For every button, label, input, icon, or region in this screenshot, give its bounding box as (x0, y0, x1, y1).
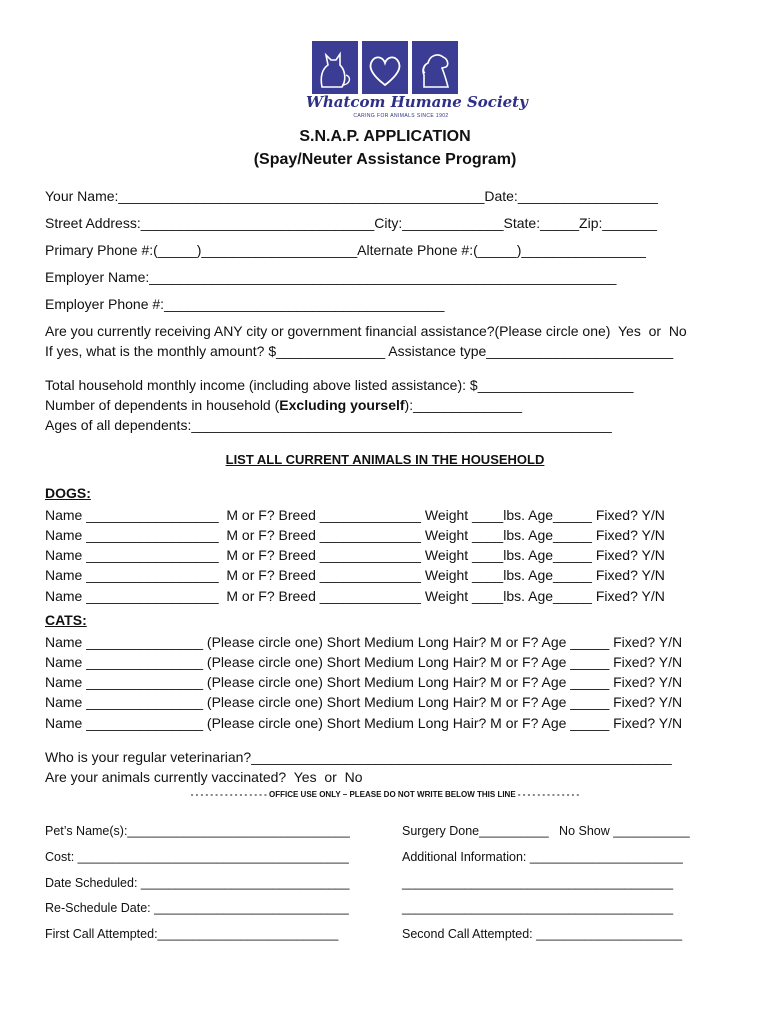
dependents-line[interactable] (45, 396, 522, 414)
whatcom-humane-society-logo (306, 41, 528, 125)
dog-row[interactable]: Name _________________ M or F? Breed _____________ Weight ____lbs. Age_____ Fixed? Y/N (45, 547, 665, 563)
phone-line[interactable]: Primary Phone #:(_____)____________________Alternate Phone #:(_____)________________ (45, 242, 646, 258)
cat-row[interactable]: Name _______________ (Please circle one) Short Medium Long Hair? M or F? Age _____ Fixed? Y/N (45, 654, 683, 670)
office-pets-name[interactable]: Pet’s Name(s):________________________________ (45, 824, 350, 838)
veterinarian-line[interactable]: Who is your regular veterinarian?______________________________________________________ (45, 749, 672, 765)
office-surgery-no-show[interactable]: Surgery Done__________ No Show ___________ (402, 824, 690, 838)
office-additional-info-line[interactable]: _______________________________________ (402, 901, 674, 915)
office-date-scheduled[interactable]: Date Scheduled: ______________________________ (45, 876, 350, 890)
address-line[interactable]: Street Address:______________________________City:_____________State:_____Zip:_______ (45, 215, 657, 231)
employer-phone-line[interactable]: Employer Phone #:____________________________________ (45, 296, 445, 312)
vaccinated-question[interactable]: Are your animals currently vaccinated? Yes or No (45, 769, 363, 785)
excluding-yourself-label: Excluding yourself (279, 397, 405, 413)
office-cost[interactable]: Cost: _______________________________________ (45, 850, 349, 864)
dependents-ages-line[interactable]: Ages of all dependents:______________________________________________________ (45, 417, 612, 433)
household-income-line[interactable]: Total household monthly income (including above listed assistance): $____________________ (45, 377, 634, 393)
dependents-label: Number of dependents in household ( (45, 397, 280, 413)
office-use-divider: - - - - - - - - - - - - - - - - OFFICE USE ONLY – PLEASE DO NOT WRITE BELOW THIS LINE - - - - - - - - - - - - - (190, 790, 580, 799)
form-title: S.N.A.P. APPLICATION (299, 128, 471, 145)
office-additional-info[interactable]: Additional Information: ______________________ (402, 850, 683, 864)
employer-name-line[interactable]: Employer Name:____________________________________________________________ (45, 269, 617, 285)
office-additional-info-line[interactable]: _______________________________________ (402, 876, 674, 890)
cat-row[interactable]: Name _______________ (Please circle one) Short Medium Long Hair? M or F? Age _____ Fixed? Y/N (45, 634, 683, 650)
cats-section-label: CATS: (45, 612, 87, 628)
your-name-date-line[interactable]: Your Name:_______________________________________________Date:__________________ (45, 188, 658, 204)
assistance-amount-line[interactable]: If yes, what is the monthly amount? $______________ Assistance type________________________ (45, 343, 674, 359)
cat-row[interactable]: Name _______________ (Please circle one) Short Medium Long Hair? M or F? Age _____ Fixed? Y/N (45, 694, 683, 710)
dog-row[interactable]: Name _________________ M or F? Breed _____________ Weight ____lbs. Age_____ Fixed? Y/N (45, 507, 665, 523)
cat-row[interactable]: Name _______________ (Please circle one) Short Medium Long Hair? M or F? Age _____ Fixed? Y/N (45, 715, 683, 731)
dog-row[interactable]: Name _________________ M or F? Breed _____________ Weight ____lbs. Age_____ Fixed? Y/N (45, 527, 665, 543)
dog-row[interactable]: Name _________________ M or F? Breed _____________ Weight ____lbs. Age_____ Fixed? Y/N (45, 588, 665, 604)
cat-row[interactable]: Name _______________ (Please circle one) Short Medium Long Hair? M or F? Age _____ Fixed? Y/N (45, 674, 683, 690)
dog-row[interactable]: Name _________________ M or F? Breed _____________ Weight ____lbs. Age_____ Fixed? Y/N (45, 567, 665, 583)
office-second-call[interactable]: Second Call Attempted: _____________________ (402, 927, 683, 941)
dogs-section-label: DOGS: (45, 485, 91, 501)
assistance-question[interactable]: Are you currently receiving ANY city or government financial assistance?(Please circle one) Yes or No (45, 323, 687, 339)
dependents-blank: ):______________ (404, 397, 523, 413)
form-subtitle: (Spay/Neuter Assistance Program) (253, 151, 517, 168)
office-first-call[interactable]: First Call Attempted:__________________________ (45, 927, 339, 941)
logo-artwork-icon (306, 41, 478, 97)
animals-heading: LIST ALL CURRENT ANIMALS IN THE HOUSEHOLD (225, 452, 545, 467)
office-reschedule-date[interactable]: Re-Schedule Date: ____________________________ (45, 901, 349, 915)
logo-tagline: CARING FOR ANIMALS SINCE 1902 (353, 113, 449, 119)
logo-org-name: Whatcom Humane Society (306, 93, 528, 111)
